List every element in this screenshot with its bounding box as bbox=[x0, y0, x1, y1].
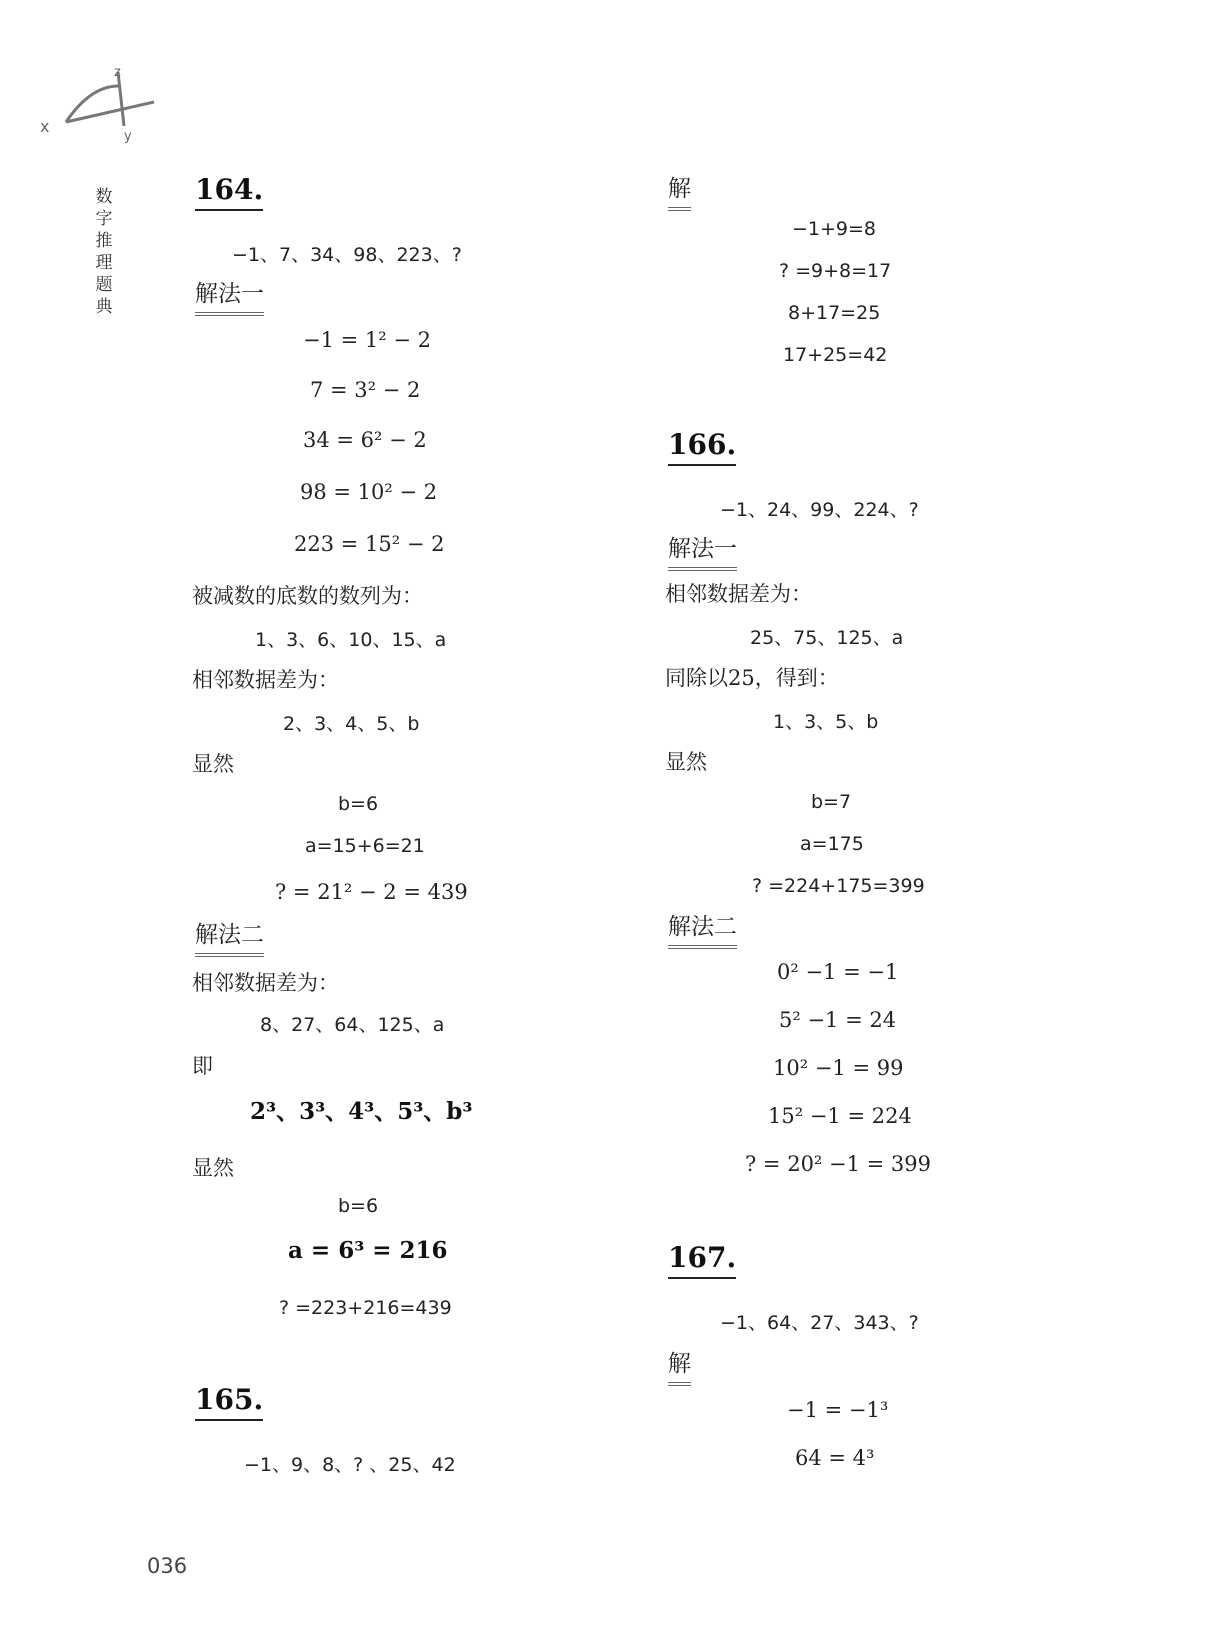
explanation-text: 被减数的底数的数列为： bbox=[192, 584, 423, 608]
sequence-line: 1、3、6、10、15、a bbox=[255, 629, 447, 651]
method-one-heading: 解法一 bbox=[195, 280, 264, 316]
equation: 34 = 6² − 2 bbox=[303, 428, 427, 452]
answer-equation: ? = 20² −1 = 399 bbox=[745, 1152, 932, 1176]
explanation-text: 显然 bbox=[665, 750, 707, 774]
explanation-text: 显然 bbox=[192, 1156, 234, 1180]
explanation-text: 相邻数据差为： bbox=[665, 582, 812, 606]
answer-equation: ? =223+216=439 bbox=[279, 1297, 452, 1319]
page-number: 036 bbox=[147, 1554, 188, 1578]
method-two-heading: 解法二 bbox=[668, 913, 737, 949]
problem-number-166: 166. bbox=[668, 428, 736, 466]
method-one-heading: 解法一 bbox=[668, 535, 737, 571]
problem-number-165: 165. bbox=[195, 1383, 263, 1421]
problem-number-167: 167. bbox=[668, 1241, 736, 1279]
sequence-164: −1、7、34、98、223、? bbox=[232, 244, 462, 266]
solution-heading: 解 bbox=[668, 1350, 691, 1386]
explanation-text: 即 bbox=[192, 1054, 213, 1078]
book-title-vertical: 数字推理题典 bbox=[95, 187, 113, 317]
equation: −1 = −1³ bbox=[787, 1398, 889, 1422]
equation: −1 = 1² − 2 bbox=[303, 328, 431, 352]
svg-text:x: x bbox=[40, 117, 50, 136]
sequence-165: −1、9、8、? 、25、42 bbox=[244, 1454, 456, 1476]
explanation-text: 同除以25，得到： bbox=[665, 666, 839, 690]
equation: b=6 bbox=[338, 793, 379, 815]
equation: 8+17=25 bbox=[788, 302, 881, 324]
solution-heading: 解 bbox=[668, 175, 691, 211]
equation: 98 = 10² − 2 bbox=[300, 480, 438, 504]
method-two-heading: 解法二 bbox=[195, 921, 264, 957]
sequence-line: 1、3、5、b bbox=[773, 711, 879, 733]
equation: ? =9+8=17 bbox=[779, 260, 892, 282]
axes-logo-icon bbox=[36, 60, 166, 150]
answer-equation: ? = 21² − 2 = 439 bbox=[275, 880, 468, 904]
equation: a = 6³ = 216 bbox=[288, 1237, 448, 1264]
equation: a=175 bbox=[800, 833, 864, 855]
sequence-line: 2、3、4、5、b bbox=[283, 713, 420, 735]
explanation-text: 显然 bbox=[192, 752, 234, 776]
equation: 15² −1 = 224 bbox=[768, 1104, 912, 1128]
equation: 223 = 15² − 2 bbox=[294, 532, 445, 556]
equation: −1+9=8 bbox=[792, 218, 877, 240]
cubes-expression: 2³、3³、4³、5³、b³ bbox=[250, 1098, 473, 1125]
svg-text:z: z bbox=[114, 65, 121, 80]
explanation-text: 相邻数据差为： bbox=[192, 668, 339, 692]
equation: 7 = 3² − 2 bbox=[310, 378, 421, 402]
sequence-line: 8、27、64、125、a bbox=[260, 1014, 445, 1036]
problem-number-164: 164. bbox=[195, 173, 263, 211]
equation: 5² −1 = 24 bbox=[779, 1008, 897, 1032]
equation: a=15+6=21 bbox=[305, 835, 425, 857]
svg-text:y: y bbox=[124, 129, 132, 144]
sequence-166: −1、24、99、224、? bbox=[720, 499, 919, 521]
explanation-text: 相邻数据差为： bbox=[192, 971, 339, 995]
equation: b=7 bbox=[811, 791, 852, 813]
equation: 17+25=42 bbox=[783, 344, 888, 366]
sequence-167: −1、64、27、343、? bbox=[720, 1312, 919, 1334]
equation: 10² −1 = 99 bbox=[773, 1056, 904, 1080]
equation: 0² −1 = −1 bbox=[777, 960, 899, 984]
equation: 64 = 4³ bbox=[795, 1446, 875, 1470]
equation: b=6 bbox=[338, 1195, 379, 1217]
sequence-line: 25、75、125、a bbox=[750, 627, 904, 649]
answer-equation: ? =224+175=399 bbox=[752, 875, 925, 897]
